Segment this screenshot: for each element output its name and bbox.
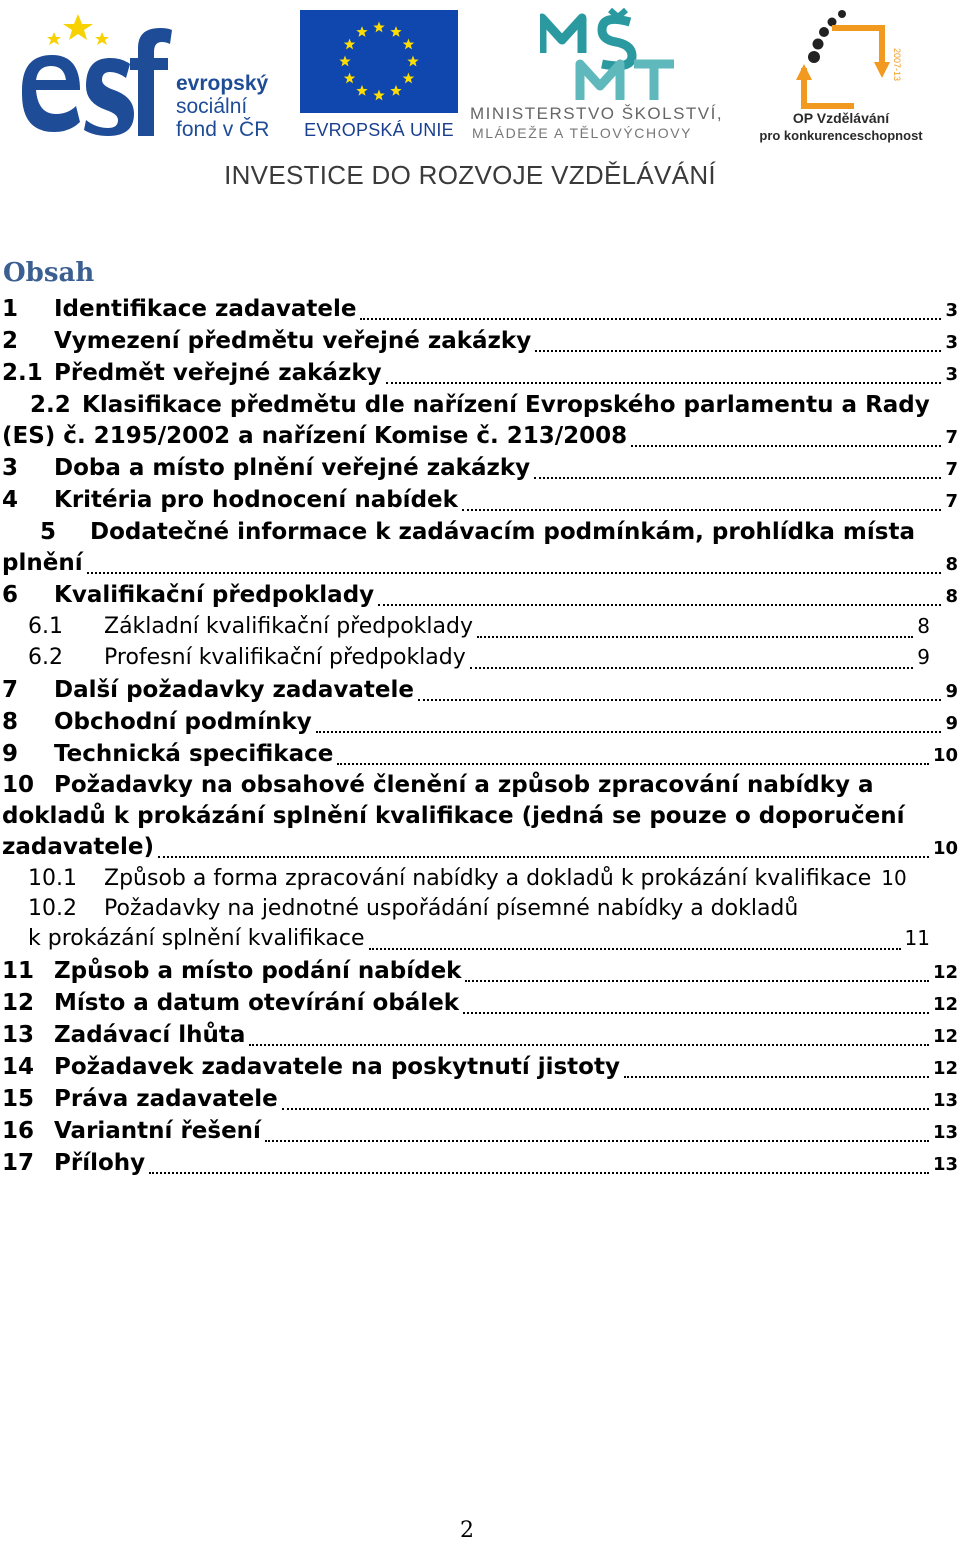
toc-entry-page: 12 bbox=[932, 994, 958, 1015]
toc-entry-number: 10.2 bbox=[28, 896, 77, 921]
toc-entry-title: Základní kvalifikační předpoklady bbox=[104, 614, 473, 639]
toc-entry-title: Přílohy bbox=[54, 1150, 146, 1176]
toc-entry-title: Místo a datum otevírání obálek bbox=[54, 990, 460, 1016]
toc-entry-page: 13 bbox=[932, 1090, 958, 1111]
toc-dot-leader bbox=[316, 731, 942, 733]
toc-entry-title: Zadávací lhůta bbox=[54, 1022, 246, 1048]
toc-entry-page: 12 bbox=[932, 1026, 958, 1047]
toc-entry-number: 10 bbox=[2, 772, 35, 798]
toc-entry-title: Práva zadavatele bbox=[54, 1086, 278, 1112]
toc-entry-page: 7 bbox=[945, 427, 958, 448]
op-line-2: pro konkurenceschopnost bbox=[759, 128, 923, 143]
toc-dot-leader bbox=[463, 1012, 929, 1014]
toc-dot-leader bbox=[87, 572, 942, 574]
toc-heading: Obsah bbox=[3, 258, 95, 288]
toc-entry-number: 8 bbox=[2, 709, 19, 735]
op-badge: 2007-13 bbox=[892, 48, 902, 82]
esf-text-2: sociální bbox=[176, 95, 248, 118]
toc-entry-page: 13 bbox=[932, 1154, 958, 1175]
toc-entry[interactable] bbox=[2, 455, 958, 487]
toc-entry-page: 12 bbox=[932, 962, 958, 983]
esf-text-3: fond v ČR bbox=[176, 118, 270, 141]
toc-entry-title: zadavatele) bbox=[2, 834, 154, 860]
toc-entry-title: plnění bbox=[2, 550, 83, 576]
toc-dot-leader bbox=[477, 636, 913, 638]
toc-entry-title: Předmět veřejné zakázky bbox=[54, 360, 382, 386]
eu-flag-icon bbox=[300, 10, 458, 113]
toc-entry[interactable] bbox=[2, 1086, 958, 1118]
toc-entry-page: 8 bbox=[917, 614, 930, 638]
toc-entry-page: 7 bbox=[945, 491, 958, 512]
toc-entry-page: 9 bbox=[917, 645, 930, 669]
page-number: 2 bbox=[460, 1518, 474, 1543]
toc-entry-number: 2.2 bbox=[30, 392, 71, 418]
toc-entry-number: 1 bbox=[2, 296, 19, 322]
toc-entry[interactable] bbox=[2, 614, 930, 646]
toc-entry-page: 7 bbox=[945, 459, 958, 480]
toc-entry[interactable] bbox=[2, 1150, 958, 1182]
toc-entry-number: 6.2 bbox=[28, 645, 63, 670]
toc-dot-leader bbox=[158, 856, 929, 858]
toc-entry[interactable] bbox=[2, 296, 958, 328]
toc-entry[interactable] bbox=[2, 803, 958, 835]
msmt-line-1: MINISTERSTVO ŠKOLSTVÍ, bbox=[470, 104, 724, 123]
toc-entry[interactable] bbox=[2, 550, 958, 582]
toc-entry[interactable] bbox=[2, 423, 958, 455]
toc-entry-number: 15 bbox=[2, 1086, 35, 1112]
eu-logo bbox=[300, 10, 458, 145]
toc-entry-page: 9 bbox=[945, 713, 958, 734]
toc-dot-leader bbox=[470, 667, 914, 669]
toc-entry-title: Technická specifikace bbox=[54, 741, 334, 767]
toc-entry[interactable] bbox=[2, 772, 958, 804]
esf-letters-icon bbox=[14, 10, 174, 140]
op-line-1: OP Vzdělávání bbox=[792, 110, 890, 126]
toc-entry[interactable] bbox=[2, 392, 958, 424]
toc-dot-leader bbox=[462, 509, 942, 511]
toc-entry-page: 8 bbox=[945, 586, 958, 607]
toc-entry-number: 17 bbox=[2, 1150, 35, 1176]
toc-entry[interactable] bbox=[2, 487, 958, 519]
toc-entry[interactable] bbox=[2, 866, 914, 898]
toc-entry[interactable] bbox=[2, 582, 958, 614]
toc-entry-title: Profesní kvalifikační předpoklady bbox=[104, 645, 466, 670]
toc-entry[interactable] bbox=[2, 360, 958, 392]
toc-entry-number: 2.1 bbox=[2, 360, 43, 386]
toc-entry[interactable] bbox=[2, 1118, 958, 1150]
toc-dot-leader bbox=[282, 1108, 929, 1110]
toc-entry-title: Dodatečné informace k zadávacím podmínkám, prohlídka místa bbox=[90, 519, 915, 545]
toc-entry-page: 8 bbox=[945, 554, 958, 575]
toc-dot-leader bbox=[149, 1172, 929, 1174]
toc-entry-page: 3 bbox=[945, 332, 958, 353]
toc-entry-number: 13 bbox=[2, 1022, 35, 1048]
toc-entry-title: Doba a místo plnění veřejné zakázky bbox=[54, 455, 531, 481]
toc-entry-title: Požadavky na jednotné uspořádání písemné nabídky a dokladů bbox=[104, 896, 799, 921]
toc-dot-leader bbox=[386, 382, 942, 384]
toc-entry-title: Kritéria pro hodnocení nabídek bbox=[54, 487, 458, 513]
toc-dot-leader bbox=[360, 318, 941, 320]
toc-entry[interactable] bbox=[2, 328, 958, 360]
toc-entry-title: Způsob a místo podání nabídek bbox=[54, 958, 462, 984]
toc-entry-number: 16 bbox=[2, 1118, 35, 1144]
logo-header bbox=[0, 0, 960, 200]
toc-entry[interactable] bbox=[2, 1022, 958, 1054]
toc-entry-page: 10 bbox=[932, 838, 958, 859]
slogan: INVESTICE DO ROZVOJE VZDĚLÁVÁNÍ bbox=[224, 160, 716, 190]
toc-entry-number: 6 bbox=[2, 582, 19, 608]
toc-dot-leader bbox=[418, 699, 941, 701]
toc-entry[interactable] bbox=[2, 519, 958, 551]
toc-entry[interactable] bbox=[2, 834, 958, 866]
toc-entry-title: Požadavky na obsahové členění a způsob zpracování nabídky a bbox=[54, 772, 874, 798]
toc-entry-number: 12 bbox=[2, 990, 35, 1016]
toc-entry[interactable] bbox=[2, 709, 958, 741]
toc-dot-leader bbox=[631, 445, 941, 447]
msmt-logo bbox=[470, 8, 745, 148]
toc-entry-page: 13 bbox=[932, 1122, 958, 1143]
toc-entry-title: Identifikace zadavatele bbox=[54, 296, 357, 322]
toc-dot-leader bbox=[535, 350, 941, 352]
toc-entry-page: 3 bbox=[945, 364, 958, 385]
toc-entry-title: Vymezení předmětu veřejné zakázky bbox=[54, 328, 532, 354]
toc-entry[interactable] bbox=[2, 645, 930, 677]
msmt-line-2: MLÁDEŽE A TĚLOVÝCHOVY bbox=[472, 125, 693, 141]
toc-entry-title: Variantní řešení bbox=[54, 1118, 261, 1144]
toc-entry-title: Požadavek zadavatele na poskytnutí jistoty bbox=[54, 1054, 620, 1080]
toc-entry-number: 2 bbox=[2, 328, 19, 354]
toc-dot-leader bbox=[624, 1076, 929, 1078]
toc-entry-number: 11 bbox=[2, 958, 35, 984]
toc-dot-leader bbox=[465, 980, 928, 982]
toc-entry-number: 5 bbox=[40, 519, 57, 545]
op-mark-icon bbox=[782, 8, 902, 113]
toc-dot-leader bbox=[265, 1140, 929, 1142]
toc-dot-leader bbox=[337, 763, 929, 765]
toc-entry[interactable] bbox=[2, 958, 958, 990]
toc-entry-number: 3 bbox=[2, 455, 19, 481]
toc-entry-page: 9 bbox=[945, 681, 958, 702]
msmt-mark-icon bbox=[540, 8, 680, 103]
toc-dot-leader bbox=[378, 604, 941, 606]
toc-dot-leader bbox=[534, 477, 941, 479]
toc-entry[interactable] bbox=[2, 990, 958, 1022]
toc-entry[interactable] bbox=[2, 677, 958, 709]
toc-entry-title: Kvalifikační předpoklady bbox=[54, 582, 375, 608]
toc-entry-page: 12 bbox=[932, 1058, 958, 1079]
toc-entry-page: 10 bbox=[932, 745, 958, 766]
toc-entry-title: Způsob a forma zpracování nabídky a dokladů k prokázání kvalifikace bbox=[104, 866, 872, 891]
toc-entry-title: k prokázání splnění kvalifikace bbox=[28, 926, 365, 951]
toc-entry-number: 4 bbox=[2, 487, 19, 513]
toc-entry-number: 10.1 bbox=[28, 866, 77, 891]
toc-entry-title: dokladů k prokázání splnění kvalifikace (jedná se pouze o doporučení bbox=[2, 803, 905, 829]
toc-entry-number: 9 bbox=[2, 741, 19, 767]
eu-caption: EVROPSKÁ UNIE bbox=[304, 120, 454, 140]
toc-entry-title: (ES) č. 2195/2002 a nařízení Komise č. 213/2008 bbox=[2, 423, 628, 449]
toc-entry[interactable] bbox=[2, 741, 958, 773]
esf-logo bbox=[14, 10, 289, 145]
toc-entry-page: 3 bbox=[945, 300, 958, 321]
toc-entry[interactable] bbox=[2, 926, 930, 958]
toc-entry-title: Další požadavky zadavatele bbox=[54, 677, 415, 703]
toc-entry-number: 14 bbox=[2, 1054, 35, 1080]
toc-entry-title: Klasifikace předmětu dle nařízení Evropského parlamentu a Rady bbox=[82, 392, 930, 418]
esf-text-1: evropský bbox=[176, 72, 269, 95]
toc-entry[interactable] bbox=[2, 896, 958, 928]
toc-entry-page: 11 bbox=[904, 926, 930, 950]
toc-entry-title: Obchodní podmínky bbox=[54, 709, 312, 735]
op-logo bbox=[752, 8, 930, 148]
toc-dot-leader bbox=[369, 948, 901, 950]
toc-entry-number: 7 bbox=[2, 677, 19, 703]
toc-entry-number: 6.1 bbox=[28, 614, 63, 639]
toc-entry[interactable] bbox=[2, 1054, 958, 1086]
toc-dot-leader bbox=[249, 1044, 929, 1046]
toc-entry-page: 10 bbox=[881, 866, 907, 890]
